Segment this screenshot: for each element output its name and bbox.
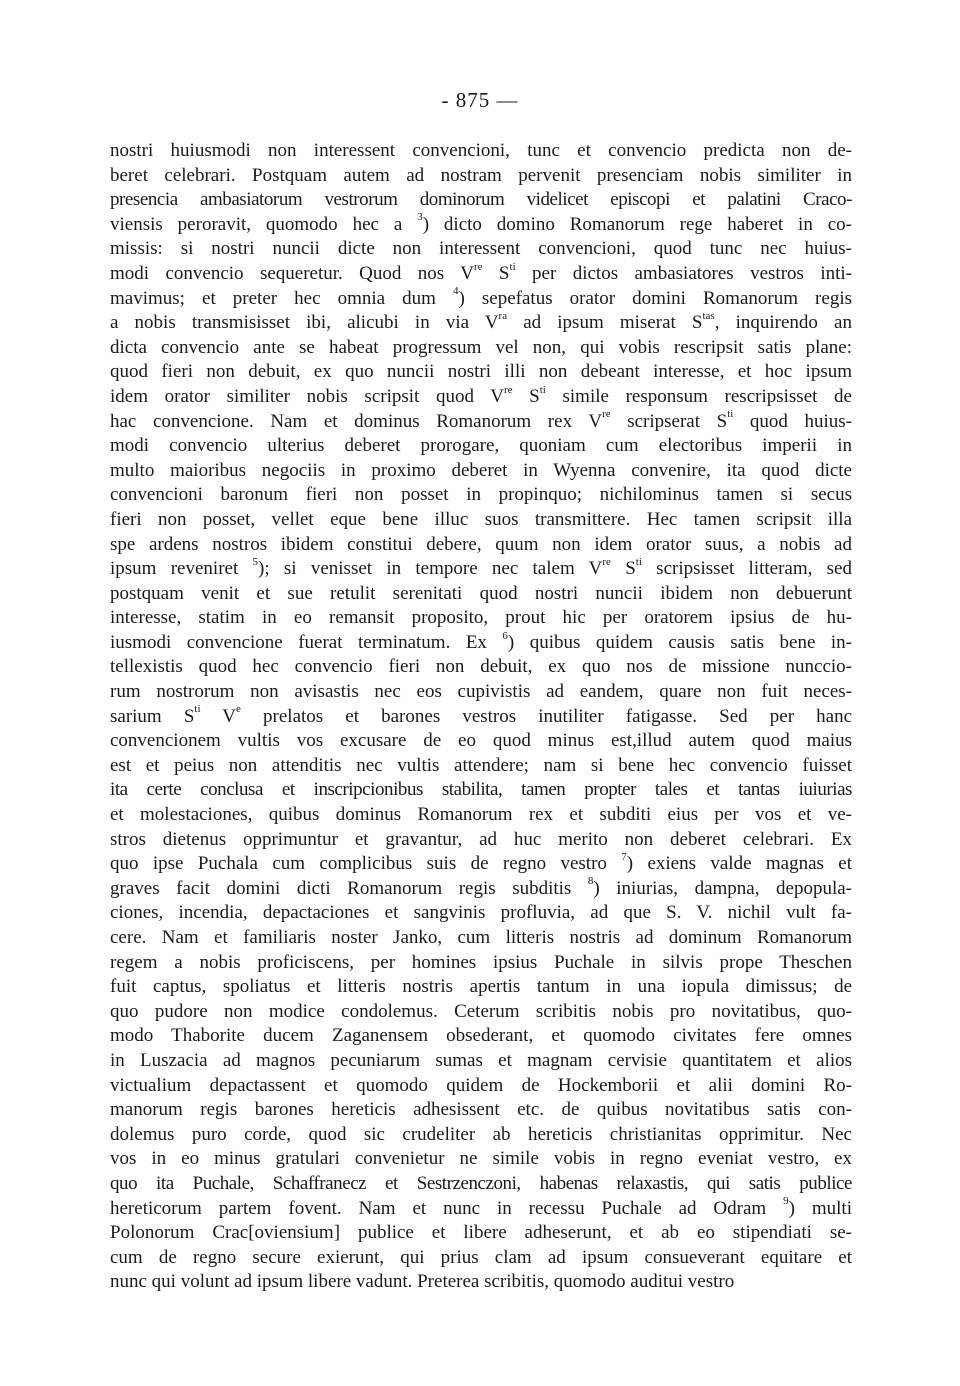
text-run: quo pudore non modice condolemus. Ceterum scribitis nobis pro novitatibus, quo- (110, 1000, 852, 1022)
text-line (110, 1172, 852, 1197)
text-run: graves facit domini dicti Romanorum regis subditis (110, 877, 588, 899)
text-run: presencia ambasiatorum vestrorum dominorum videlicet episcopi et palatini Craco- (110, 189, 852, 211)
text-run: convencionem vultis vos excusare de eo quod minus est,illud autem quod maius (110, 730, 852, 752)
superscript: re (503, 383, 513, 396)
text-line (110, 1123, 852, 1148)
text-line (110, 508, 852, 533)
text-run: quo ipse Puchala cum complicibus suis de regno vestro (110, 853, 622, 875)
text-run: viensis peroravit, quomodo hec a (110, 213, 418, 235)
text-run: Polonorum Crac[oviensium] publice et libere adheserunt, et ab eo stipendiati se- (110, 1222, 852, 1244)
text-run: idem orator similiter nobis scripsit quod V (110, 385, 504, 407)
text-line (110, 262, 852, 287)
text-run: modi convencio ulterius deberet prorogare, quoniam cum electoribus imperii in (110, 435, 852, 457)
text-run: quod fieri non debuit, ex quo nuncii nostri illi non debeant interesse, et hoc ipsum (110, 361, 852, 383)
text-run: dicta convencio ante se habeat progressum vel non, qui vobis rescripsit satis plane: (110, 336, 852, 358)
text-run: dolemus puro corde, quod sic crudeliter ab hereticis christianitas opprimitur. Nec (110, 1123, 852, 1145)
text-run: ) dicto domino Romanorum rege haberet in co- (422, 213, 852, 235)
text-run: modo Thaborite ducem Zaganensem obsederant, et quomodo civitates fere omnes (110, 1025, 852, 1047)
text-line (110, 459, 852, 484)
superscript: ti (727, 408, 734, 421)
page-number: - 875 — (441, 88, 519, 112)
text-run: S (482, 262, 510, 284)
text-run: V (200, 705, 237, 727)
text-run: ) sepefatus orator domini Romanorum regis (458, 287, 852, 309)
superscript: 4 (453, 285, 459, 298)
text-run: prelatos et barones vestros inutiliter fatigasse. Sed per hanc (240, 705, 852, 727)
text-run: convencioni baronum fieri non posset in propinquo; nichilominus tamen si secus (110, 484, 852, 506)
text-run: S (512, 385, 540, 407)
text-line (110, 705, 852, 730)
text-line (110, 1024, 852, 1049)
text-run: rum nostrorum non avisastis nec eos cupivistis ad eandem, quare non fuit neces- (110, 681, 852, 703)
text-line (110, 1074, 852, 1099)
text-run: mavimus; et preter hec omnia dum (110, 287, 453, 309)
text-line (110, 1098, 852, 1123)
text-line (110, 237, 852, 262)
text-line (110, 1270, 852, 1295)
text-run: ) exiens valde magnas et (626, 853, 852, 875)
text-line (110, 803, 852, 828)
text-line (110, 557, 852, 582)
text-line (110, 1049, 852, 1074)
text-run: interesse, statim in eo remansit proposito, prout hic per oratorem ipsius de hu- (110, 607, 852, 629)
text-line (110, 164, 852, 189)
superscript: e (236, 703, 241, 716)
text-line (110, 828, 852, 853)
superscript: 8 (587, 875, 594, 888)
superscript: 9 (783, 1195, 789, 1208)
text-run: ciones, incendia, depactaciones et sangvinis profluvia, ad que S. V. nichil vult fa- (110, 902, 852, 924)
text-line (110, 434, 852, 459)
text-run: ipsum reveniret (110, 558, 253, 580)
text-run: nostri huiusmodi non interessent convencioni, tunc et convencio predicta non de- (110, 140, 852, 161)
text-run: modi convencio sequeretur. Quod nos V (110, 262, 474, 284)
text-run: fuit captus, spoliatus et litteris nostris apertis tantum in una iopula dimissus; de (110, 976, 852, 998)
text-line (110, 926, 852, 951)
text-line (110, 582, 852, 607)
text-run: scripserat S (610, 410, 728, 432)
text-line (110, 385, 852, 410)
superscript: re (602, 555, 611, 568)
text-run: victualium depactassent et quomodo quidem de Hockemborii et alii domini Ro- (110, 1074, 852, 1096)
text-run: nunc qui volunt ad ipsum libere vadunt. Preterea scribitis, quomodo auditui vestro (110, 1271, 735, 1293)
text-run: fieri non posset, vellet eque bene illuc suos transmittere. Hec tamen scripsit illa (110, 508, 852, 530)
superscript: ti (509, 260, 516, 273)
text-run: tellexistis quod hec convencio fieri non debuit, ex quo nos de missione nunccio- (110, 656, 852, 678)
text-run: quod huius- (733, 410, 853, 432)
text-line (110, 1197, 852, 1222)
text-run: postquam venit et sue retulit serenitati quod nostri nuncii ibidem non debuerunt (110, 582, 852, 604)
text-run: ad ipsum miserat S (507, 312, 703, 334)
text-line (110, 606, 852, 631)
superscript: re (602, 408, 611, 421)
text-run: sarium S (110, 705, 195, 727)
text-run: ) iniurias, dampna, depopula- (593, 877, 852, 899)
superscript: 7 (621, 850, 627, 863)
text-run: scripsisset litteram, sed (641, 558, 852, 580)
superscript: 5 (252, 555, 259, 568)
superscript: ti (194, 703, 201, 716)
text-line (110, 1147, 852, 1172)
text-run: hereticorum partem fovent. Nam et nunc in recessu Puchale ad Odram (110, 1197, 784, 1219)
text-run: cere. Nam et familiaris noster Janko, cum litteris nostris ad dominum Romanorum (110, 927, 852, 948)
text-run: , inquirendo an (714, 312, 852, 334)
text-line (110, 975, 852, 1000)
text-line (110, 901, 852, 926)
text-run: et molestaciones, quibus dominus Romanorum rex et subditi eius per vos et ve- (110, 804, 852, 826)
text-run: S (610, 558, 636, 580)
text-run: missis: si nostri nuncii dicte non interessent convencioni, quod tunc nec huius- (110, 238, 852, 260)
superscript: tas (702, 309, 715, 322)
text-run: ) multi (788, 1197, 852, 1219)
text-run: simile responsum rescripsisset de (545, 385, 852, 407)
superscript: 6 (502, 629, 508, 642)
text-run: ) quibus quidem causis satis bene in- (507, 631, 852, 653)
text-line (110, 729, 852, 754)
text-line (110, 655, 852, 680)
text-line (110, 188, 852, 213)
superscript: ti (539, 383, 546, 396)
text-line (110, 852, 852, 877)
text-run: hac convencione. Nam et dominus Romanorum rex V (110, 410, 603, 432)
text-run: manorum regis barones hereticis adhesissent etc. de quibus novitatibus satis con- (110, 1099, 852, 1121)
text-run: iusmodi convencione fuerat terminatum. Ex (110, 631, 503, 653)
text-line (110, 533, 852, 558)
text-line (110, 1000, 852, 1025)
text-line (110, 951, 852, 976)
text-line (110, 336, 852, 361)
text-line (110, 311, 852, 336)
superscript: 3 (417, 211, 423, 224)
text-line (110, 778, 852, 803)
text-run: multo maioribus negociis in proximo deberet in Wyenna convenire, ita quod dicte (110, 459, 852, 481)
text-run: in Luszacia ad magnos pecuniarum sumas et magnam cervisie quantitatem et alios (110, 1049, 852, 1071)
text-line (110, 680, 852, 705)
text-run: cum de regno secure exierunt, qui prius clam ad ipsum consueverant equitare et (110, 1246, 852, 1268)
text-run: stros dietenus opprimuntur et gravantur, ad huc merito non deberet celebrari. Ex (110, 828, 852, 850)
text-line (110, 410, 852, 435)
text-line (110, 877, 852, 902)
text-run: est et peius non attenditis nec vultis attendere; nam si bene hec convencio fuisset (110, 754, 852, 776)
text-run: beret celebrari. Postquam autem ad nostram pervenit presenciam nobis similiter in (110, 164, 852, 186)
text-line (110, 139, 852, 164)
text-line (110, 1221, 852, 1246)
superscript: ti (635, 555, 642, 568)
text-line (110, 213, 852, 238)
text-run: ita certe conclusa et inscripcionibus stabilita, tamen propter tales et tantas iuiurias (110, 779, 852, 801)
text-line (110, 360, 852, 385)
text-run: vos in eo minus gratulari convenietur ne simile vobis in regno eveniat vestro, ex (110, 1148, 852, 1170)
text-run: a nobis transmisisset ibi, alicubi in via V (110, 312, 499, 334)
text-run: ); si venisset in tempore nec talem V (258, 558, 603, 580)
superscript: ra (498, 309, 508, 322)
text-line (110, 287, 852, 312)
text-run: regem a nobis proficiscens, per homines ipsius Puchale in silvis prope Theschen (110, 951, 852, 973)
text-run: quo ita Puchale, Schaffranecz et Sestrzenczoni, habenas relaxastis, qui satis publice (110, 1172, 852, 1194)
text-line (110, 631, 852, 656)
text-line (110, 1246, 852, 1271)
text-line (110, 754, 852, 779)
text-run: per dictos ambasiatores vestros inti- (515, 262, 852, 284)
text-line (110, 483, 852, 508)
body-text (110, 139, 852, 1295)
superscript: re (473, 260, 483, 273)
text-run: spe ardens nostros ibidem constitui debere, quum non idem orator suus, a nobis ad (110, 533, 852, 555)
